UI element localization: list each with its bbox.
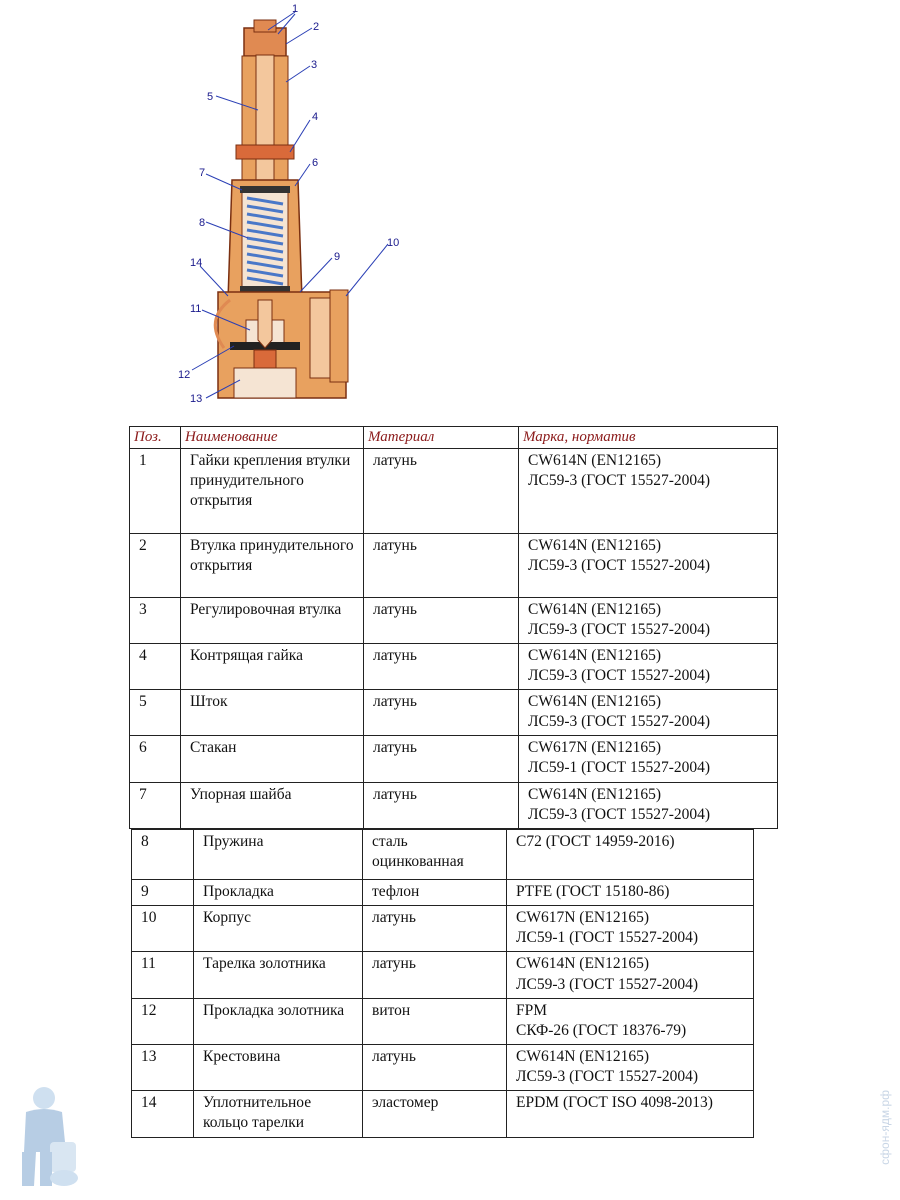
row-material: латунь (364, 448, 519, 533)
table-row (132, 906, 754, 952)
table-row (132, 1044, 754, 1090)
sleeve (242, 56, 256, 181)
row-mark: CW614N (EN12165) ЛС59-3 (ГОСТ 15527-2004) (507, 1044, 754, 1090)
callout-6: 6 (312, 157, 319, 169)
row-material: латунь (364, 736, 519, 782)
row-mark: CW614N (EN12165) ЛС59-3 (ГОСТ 15527-2004) (519, 448, 778, 533)
row-pos: 13 (132, 1044, 194, 1090)
row-pos: 12 (132, 998, 194, 1044)
table-row (130, 643, 778, 689)
table-row (130, 448, 778, 533)
callout-14: 14 (190, 257, 203, 269)
header-name: Наименование (181, 427, 364, 449)
table-row (130, 782, 778, 828)
table-row (132, 952, 754, 998)
row-material: латунь (364, 690, 519, 736)
callout-5: 5 (207, 91, 214, 103)
row-name: Тарелка золотника (194, 952, 363, 998)
table-row (130, 736, 778, 782)
callout-9: 9 (334, 251, 341, 263)
row-mark: C72 (ГОСТ 14959-2016) (507, 830, 754, 880)
row-mark: CW614N (EN12165) ЛС59-3 (ГОСТ 15527-2004) (519, 782, 778, 828)
table-row (130, 597, 778, 643)
table-row (132, 880, 754, 906)
row-material: латунь (363, 952, 507, 998)
callout-2: 2 (313, 21, 320, 33)
disc (258, 300, 272, 348)
row-material: тефлон (363, 880, 507, 906)
callout-10: 10 (387, 237, 400, 249)
row-mark: CW614N (EN12165) ЛС59-3 (ГОСТ 15527-2004) (507, 952, 754, 998)
row-material: латунь (363, 1044, 507, 1090)
row-mark: FPM СКФ-26 (ГОСТ 18376-79) (507, 998, 754, 1044)
stem (256, 55, 274, 180)
row-material: латунь (363, 906, 507, 952)
row-mark: CW617N (EN12165) ЛС59-1 (ГОСТ 15527-2004) (519, 736, 778, 782)
callout-4: 4 (312, 111, 319, 123)
row-mark: CW614N (EN12165) ЛС59-3 (ГОСТ 15527-2004) (519, 597, 778, 643)
row-name: Контрящая гайка (181, 643, 364, 689)
table-row (132, 830, 754, 880)
table-row (132, 1091, 754, 1137)
valve-cross-section-diagram (150, 0, 450, 415)
row-material: эластомер (363, 1091, 507, 1137)
row-mark: CW617N (EN12165) ЛС59-1 (ГОСТ 15527-2004) (507, 906, 754, 952)
row-mark: CW614N (EN12165) ЛС59-3 (ГОСТ 15527-2004) (519, 643, 778, 689)
row-pos: 8 (132, 830, 194, 880)
plumber-logo-icon (10, 1082, 82, 1192)
row-material: латунь (364, 597, 519, 643)
stop-washer (240, 186, 290, 193)
row-pos: 4 (130, 643, 181, 689)
callout-7: 7 (199, 167, 206, 179)
header-pos: Поз. (130, 427, 181, 449)
header-material: Материал (364, 427, 519, 449)
row-material: латунь (364, 533, 519, 597)
row-pos: 7 (130, 782, 181, 828)
row-name: Шток (181, 690, 364, 736)
row-pos: 11 (132, 952, 194, 998)
row-mark: PTFE (ГОСТ 15180-86) (507, 880, 754, 906)
callout-12: 12 (178, 369, 191, 381)
row-name: Прокладка (194, 880, 363, 906)
table-row (130, 690, 778, 736)
callout-13: 13 (190, 393, 203, 405)
row-material: латунь (364, 782, 519, 828)
header-mark: Марка, норматив (519, 427, 778, 449)
row-pos: 6 (130, 736, 181, 782)
row-name: Гайки крепления втулки принудительного открытия (181, 448, 364, 533)
row-pos: 14 (132, 1091, 194, 1137)
callout-8: 8 (199, 217, 206, 229)
row-name: Стакан (181, 736, 364, 782)
cross-piece (234, 368, 296, 398)
row-mark: CW614N (EN12165) ЛС59-3 (ГОСТ 15527-2004) (519, 690, 778, 736)
watermark-text: сфон-ядм.рф (878, 1090, 892, 1165)
row-name: Корпус (194, 906, 363, 952)
callout-1: 1 (292, 3, 299, 15)
row-name: Упорная шайба (181, 782, 364, 828)
row-mark: CW614N (EN12165) ЛС59-3 (ГОСТ 15527-2004) (519, 533, 778, 597)
row-pos: 1 (130, 448, 181, 533)
row-name: Уплотнительное кольцо тарелки (194, 1091, 363, 1137)
row-pos: 2 (130, 533, 181, 597)
row-pos: 5 (130, 690, 181, 736)
row-material: латунь (364, 643, 519, 689)
parts-table-bottom (131, 829, 754, 1138)
row-name: Прокладка золотника (194, 998, 363, 1044)
row-pos: 10 (132, 906, 194, 952)
row-mark: EPDM (ГОСТ ISO 4098-2013) (507, 1091, 754, 1137)
row-pos: 3 (130, 597, 181, 643)
callout-11: 11 (190, 303, 202, 315)
row-material: витон (363, 998, 507, 1044)
row-name: Пружина (194, 830, 363, 880)
table-row (132, 998, 754, 1044)
table-row (130, 533, 778, 597)
row-name: Регулировочная втулка (181, 597, 364, 643)
row-material: сталь оцинкованная (363, 830, 507, 880)
row-name: Крестовина (194, 1044, 363, 1090)
callout-3: 3 (311, 59, 318, 71)
lock-nut (236, 145, 294, 159)
row-pos: 9 (132, 880, 194, 906)
parts-table-top (129, 426, 778, 829)
row-name: Втулка принудительного открытия (181, 533, 364, 597)
table-header-row (130, 427, 778, 449)
